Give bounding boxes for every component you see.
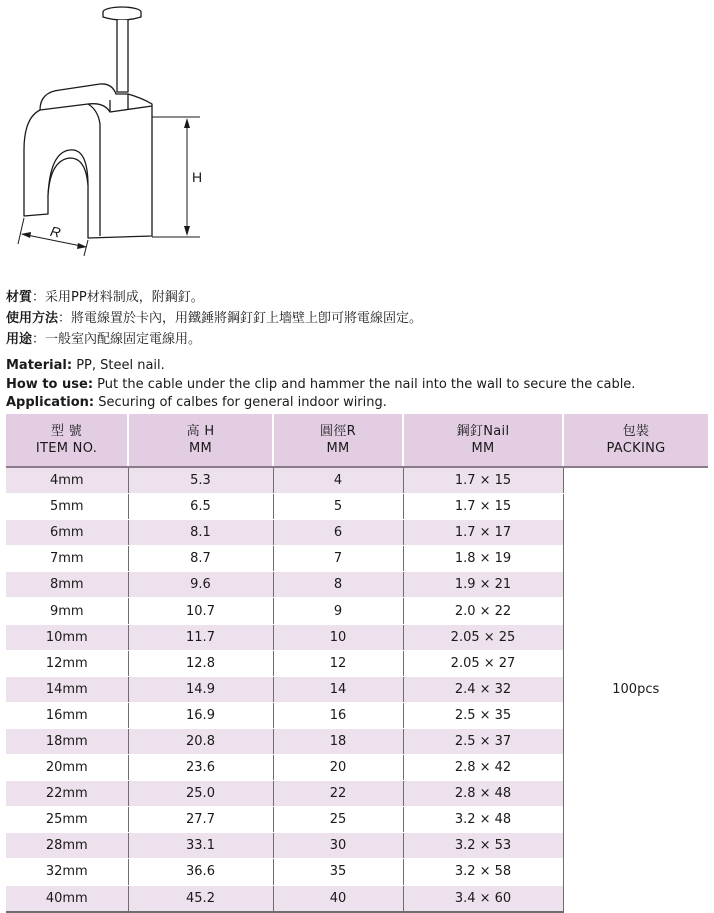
cell-height: 14.9 [128,676,273,702]
cell-height: 6.5 [128,494,273,520]
cell-item-no: 9mm [6,598,128,624]
cell-height: 5.3 [128,467,273,494]
cell-height: 45.2 [128,885,273,912]
header-nail: 鋼釘Nail MM [403,414,563,467]
cell-height: 10.7 [128,598,273,624]
cell-diameter: 18 [273,728,403,754]
dimension-r-label: R [48,222,63,241]
cell-nail: 1.8 × 19 [403,546,563,572]
cell-item-no: 4mm [6,467,128,494]
cell-item-no: 6mm [6,520,128,546]
cell-item-no: 14mm [6,676,128,702]
en-usage-line: How to use: Put the cable under the clip and hammer the nail into the wall to secure the cable. [6,376,636,392]
cell-nail: 1.7 × 15 [403,467,563,494]
cell-nail: 2.05 × 25 [403,624,563,650]
cell-nail: 2.5 × 37 [403,728,563,754]
cell-nail: 3.2 × 48 [403,807,563,833]
cell-nail: 1.7 × 17 [403,520,563,546]
en-material-line: Material: PP, Steel nail. [6,358,165,373]
cell-item-no: 20mm [6,755,128,781]
cell-item-no: 7mm [6,546,128,572]
specification-table [6,414,708,913]
cell-nail: 3.2 × 58 [403,859,563,885]
cell-diameter: 14 [273,676,403,702]
cell-item-no: 5mm [6,494,128,520]
cell-diameter: 5 [273,494,403,520]
cell-height: 8.7 [128,546,273,572]
cell-diameter: 20 [273,755,403,781]
cn-material-line: 材質：采用PP材料制成，附鋼釘。 [6,290,204,305]
cell-nail: 1.9 × 21 [403,572,563,598]
cell-item-no: 28mm [6,833,128,859]
cell-item-no: 32mm [6,859,128,885]
header-diameter: 圓徑R MM [273,414,403,467]
header-item-no: 型 號 ITEM NO. [6,414,128,467]
cn-application-line: 用途：一般室內配線固定電線用。 [6,332,202,347]
cell-diameter: 25 [273,807,403,833]
cell-packing: 100pcs [563,467,708,912]
cell-item-no: 10mm [6,624,128,650]
english-description [6,357,635,413]
cell-diameter: 7 [273,546,403,572]
cell-diameter: 4 [273,467,403,494]
cell-height: 9.6 [128,572,273,598]
table-header-row [6,414,708,467]
cell-item-no: 8mm [6,572,128,598]
cell-diameter: 9 [273,598,403,624]
cell-diameter: 6 [273,520,403,546]
cell-diameter: 30 [273,833,403,859]
cell-nail: 2.5 × 35 [403,702,563,728]
cell-nail: 2.8 × 48 [403,781,563,807]
cell-item-no: 18mm [6,728,128,754]
cell-item-no: 12mm [6,650,128,676]
cell-height: 27.7 [128,807,273,833]
cell-height: 11.7 [128,624,273,650]
cell-nail: 1.7 × 15 [403,494,563,520]
cn-usage-line: 使用方法：將電線置於卡內，用鐵錘將鋼釘釘上墻壁上卽可將電線固定。 [6,311,423,326]
cell-diameter: 16 [273,702,403,728]
table-row [6,467,708,494]
cell-item-no: 16mm [6,702,128,728]
cell-diameter: 22 [273,781,403,807]
cell-height: 20.8 [128,728,273,754]
cell-nail: 2.8 × 42 [403,755,563,781]
cell-diameter: 40 [273,885,403,912]
cell-item-no: 25mm [6,807,128,833]
cell-nail: 2.05 × 27 [403,650,563,676]
dimension-h-label: H [192,169,203,185]
cell-diameter: 10 [273,624,403,650]
header-height: 高 H MM [128,414,273,467]
cell-height: 12.8 [128,650,273,676]
table-body [6,467,708,912]
cell-diameter: 8 [273,572,403,598]
header-packing: 包裝 PACKING [563,414,708,467]
cell-nail: 3.2 × 53 [403,833,563,859]
cell-item-no: 22mm [6,781,128,807]
cell-height: 33.1 [128,833,273,859]
en-application-line: Application: Securing of calbes for general indoor wiring. [6,395,387,410]
cell-height: 8.1 [128,520,273,546]
cell-height: 23.6 [128,755,273,781]
cell-nail: 3.4 × 60 [403,885,563,912]
cable-clip-diagram [0,0,260,270]
cell-nail: 2.0 × 22 [403,598,563,624]
cell-height: 16.9 [128,702,273,728]
chinese-description [6,287,422,350]
cell-diameter: 35 [273,859,403,885]
cell-diameter: 12 [273,650,403,676]
cell-nail: 2.4 × 32 [403,676,563,702]
cell-item-no: 40mm [6,885,128,912]
cell-height: 36.6 [128,859,273,885]
cell-height: 25.0 [128,781,273,807]
